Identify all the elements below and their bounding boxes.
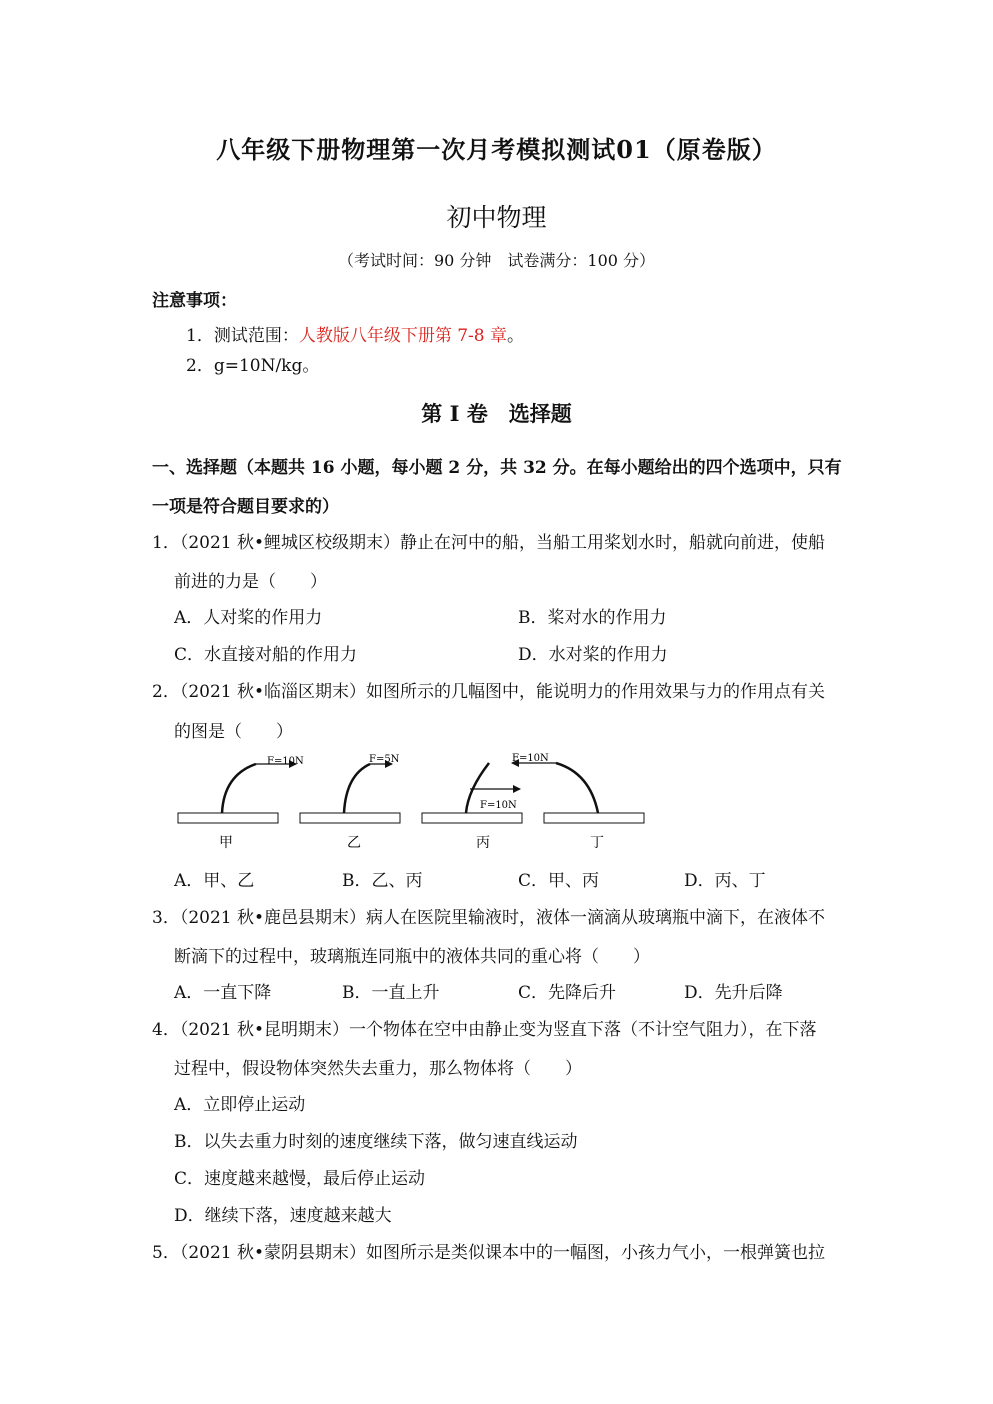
- notes-heading: 注意事项：: [152, 291, 237, 311]
- panel-label-jia: 甲: [219, 835, 233, 851]
- panel-bing: [422, 763, 522, 851]
- panel-jia: [178, 756, 304, 851]
- question-1-option-c[interactable]: C．水直接对船的作用力: [174, 645, 358, 665]
- question-2-line1: 2．（2021 秋•临淄区期末）如图所示的几幅图中，能说明力的作用效果与力的作用点有关: [152, 682, 826, 702]
- note-item-2: 2．g=10N/kg。: [186, 356, 320, 376]
- question-5-line1: 5．（2021 秋•蒙阴县期末）如图所示是类似课本中的一幅图，小孩力气小，一根弹簧也拉: [152, 1243, 826, 1263]
- base-plate: [300, 813, 400, 823]
- base-plate: [544, 813, 644, 823]
- force-label-yi: F=5N: [369, 754, 400, 765]
- page-title: 八年级下册物理第一次月考模拟测试01（原卷版）: [216, 135, 777, 164]
- question-2-option-a[interactable]: A．甲、乙: [174, 871, 255, 891]
- section-title: 第 I 卷 选择题: [421, 401, 572, 426]
- base-plate: [422, 813, 522, 823]
- force-label-bing: F=10N: [480, 800, 517, 811]
- question-1-option-b[interactable]: B．桨对水的作用力: [518, 608, 667, 628]
- question-1-line1: 1．（2021 秋•鲤城区校级期末）静止在河中的船，当船工用桨划水时，船就向前进，使船: [152, 533, 826, 553]
- question-3-option-d[interactable]: D．先升后降: [684, 983, 783, 1003]
- part1-instructions-line1: 一、选择题（本题共 16 小题，每小题 2 分，共 32 分。在每小题给出的四个选项中，只有: [152, 458, 842, 478]
- question-3-option-a[interactable]: A．一直下降: [174, 983, 272, 1003]
- question-1-option-d[interactable]: D．水对桨的作用力: [518, 645, 668, 665]
- question-2-line2: 的图是（ ）: [174, 722, 293, 742]
- bent-stick: [222, 764, 256, 813]
- question-2-option-c[interactable]: C．甲、丙: [518, 871, 600, 891]
- question-4-option-c[interactable]: C．速度越来越慢，最后停止运动: [174, 1169, 426, 1189]
- question-4-line2: 过程中，假设物体突然失去重力，那么物体将（ ）: [174, 1059, 582, 1079]
- question-4-option-a[interactable]: A．立即停止运动: [174, 1095, 306, 1115]
- force-diagram-figure: [170, 745, 660, 855]
- question-2-option-b[interactable]: B．乙、丙: [342, 871, 423, 891]
- part1-instructions-line2: 一项是符合题目要求的）: [152, 497, 339, 517]
- note-item-1: [186, 321, 524, 346]
- exam-info: （考试时间：90 分钟 试卷满分：100 分）: [337, 251, 656, 270]
- subject-title: 初中物理: [446, 203, 547, 232]
- question-3-line2: 断滴下的过程中，玻璃瓶连同瓶中的液体共同的重心将（ ）: [174, 947, 650, 967]
- panel-ding: [512, 753, 644, 851]
- question-4-option-b[interactable]: B．以失去重力时刻的速度继续下落，做匀速直线运动: [174, 1132, 578, 1152]
- question-2-option-d[interactable]: D．丙、丁: [684, 871, 766, 891]
- panel-label-bing: 丙: [476, 835, 490, 851]
- force-label-ding: F=10N: [512, 753, 549, 764]
- panel-yi: [300, 754, 400, 851]
- note-item-1-prefix: 1．测试范围：: [186, 326, 299, 346]
- note-item-1-suffix: 。: [507, 326, 525, 346]
- question-1-line2: 前进的力是（ ）: [174, 572, 327, 592]
- note-item-1-highlight: 人教版八年级下册第 7-8 章: [298, 326, 508, 346]
- question-3-option-b[interactable]: B．一直上升: [342, 983, 440, 1003]
- question-4-line1: 4．（2021 秋•昆明期末）一个物体在空中由静止变为竖直下落（不计空气阻力），在下落: [152, 1020, 817, 1040]
- question-3-line1: 3．（2021 秋•鹿邑县期末）病人在医院里输液时，液体一滴滴从玻璃瓶中滴下，在液体不: [152, 908, 826, 928]
- base-plate: [178, 813, 278, 823]
- question-4-option-d[interactable]: D．继续下落，速度越来越大: [174, 1206, 392, 1226]
- bent-stick: [344, 764, 370, 813]
- force-label-jia: F=10N: [267, 756, 304, 767]
- panel-label-yi: 乙: [347, 835, 361, 851]
- panel-label-ding: 丁: [590, 835, 604, 851]
- question-1-option-a[interactable]: A．人对桨的作用力: [174, 608, 323, 628]
- bent-stick: [556, 763, 598, 813]
- question-3-option-c[interactable]: C．先降后升: [518, 983, 617, 1003]
